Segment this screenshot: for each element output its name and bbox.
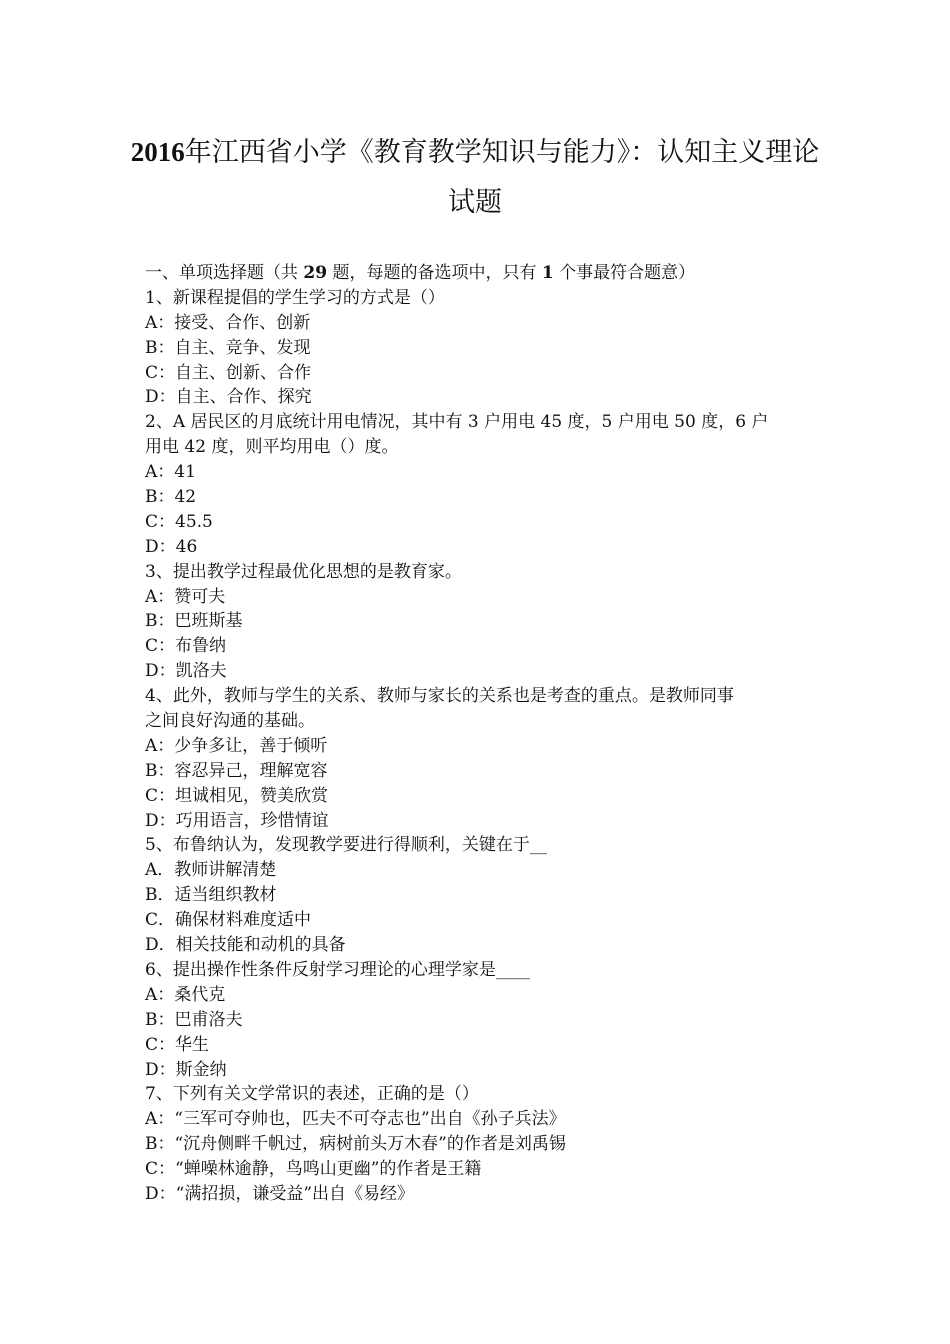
section-heading-part: 一、单项选择题（共 [145,263,304,283]
option-line: B：42 [145,487,197,508]
option-line: D：凯洛夫 [145,661,227,682]
option-line: C：“蝉噪林逾静，鸟鸣山更幽”的作者是王籍 [145,1159,482,1180]
option-line: A：桑代克 [145,984,226,1005]
question-body [145,261,810,1207]
option-line: A：接受、合作、创新 [145,312,311,333]
option-line: B：巴班斯基 [145,611,243,632]
option-line: C：坦诚相见，赞美欣赏 [145,785,329,806]
option-line: C．确保材料难度适中 [145,910,312,931]
option-line: D．相关技能和动机的具备 [145,935,346,956]
option-line: A：赞可夫 [145,586,226,607]
option-line: C：华生 [145,1034,210,1055]
answer-count: 1 [541,263,554,283]
question-6: 6、提出操作性条件反射学习理论的心理学家是____ [145,959,530,980]
option-line: B：自主、竞争、发现 [145,337,311,358]
question-1: 1、新课程提倡的学生学习的方式是（） [145,287,445,308]
option-line: A：“三军可夺帅也，匹夫不可夺志也”出自《孙子兵法》 [145,1109,566,1130]
document-title [0,133,950,172]
option-line: A：少争多让，善于倾听 [145,735,328,756]
option-line: D：46 [145,536,198,557]
option-line: B：巴甫洛夫 [145,1009,243,1030]
question-4: 4、此外，教师与学生的关系、教师与家长的关系也是考查的重点。是教师同事 [145,686,734,707]
option-line: D：自主、合作、探究 [145,387,312,408]
question-2: 2、A 居民区的月底统计用电情况，其中有 3 户用电 45 度，5 户用电 50 度，6 户 [145,412,769,433]
option-line: B：“沉舟侧畔千帆过，病树前头万木春”的作者是刘禹锡 [145,1134,566,1155]
question-2-cont: 用电 42 度，则平均用电（）度。 [145,437,399,458]
option-line: C：布鲁纳 [145,636,227,657]
option-line: D：斯金纳 [145,1059,227,1080]
option-line: D：巧用语言，珍惜情谊 [145,810,329,831]
option-line: A．教师讲解清楚 [145,860,277,881]
section-heading-part: 个事最符合题意） [553,263,696,283]
document-title-line2: 试题 [448,187,502,218]
title-line1: 年江西省小学《教育教学知识与能力》：认知主义理论 [184,137,820,168]
option-line: B：容忍异己，理解宽容 [145,760,328,781]
question-5: 5、布鲁纳认为，发现教学要进行得顺利，关键在于__ [145,835,547,856]
option-line: A：41 [145,462,196,483]
option-line: B．适当组织教材 [145,885,277,906]
option-line: C：45.5 [145,511,213,532]
option-line: D：“满招损，谦受益”出自《易经》 [145,1183,415,1204]
question-7: 7、下列有关文学常识的表述，正确的是（） [145,1084,479,1105]
section-heading [145,261,810,286]
title-year: 2016 [130,137,185,167]
section-heading-part: 题，每题的备选项中，只有 [327,263,542,283]
question-3: 3、提出教学过程最优化思想的是教育家。 [145,561,462,582]
question-4-cont: 之间良好沟通的基础。 [145,711,315,732]
question-count: 29 [303,263,328,283]
option-line: C：自主、创新、合作 [145,362,312,383]
